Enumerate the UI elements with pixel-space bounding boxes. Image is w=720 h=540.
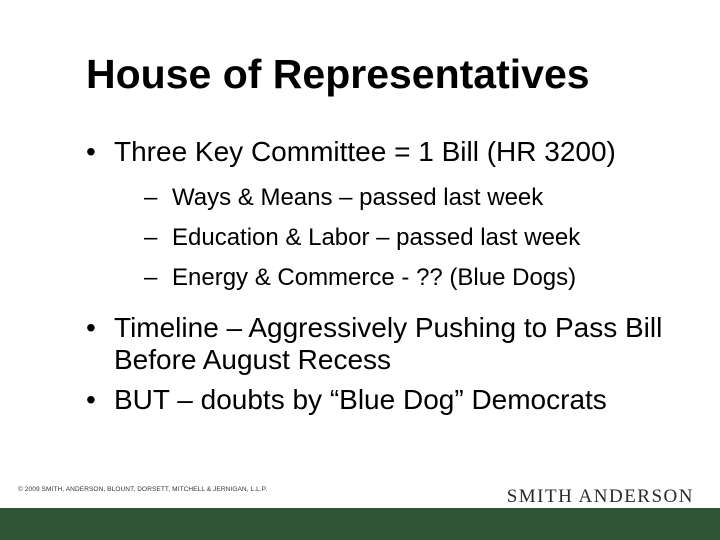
bullet-item	[86, 136, 674, 298]
sub-bullet-list	[114, 178, 674, 298]
firm-logo: SMITH ANDERSON	[506, 486, 694, 507]
bullet-list	[86, 136, 696, 416]
bullet-text: Timeline – Aggressively Pushing to Pass Bill Before August Recess	[114, 312, 663, 375]
bullet-dot: •	[86, 136, 96, 167]
sub-bullet-text: Ways & Means – passed last week	[172, 184, 544, 211]
footer-bar	[0, 508, 720, 540]
bullet-item	[86, 312, 674, 376]
sub-bullet-text: Energy & Commerce - ?? (Blue Dogs)	[172, 264, 577, 291]
bullet-item	[86, 384, 696, 416]
bullet-text: Three Key Committee = 1 Bill (HR 3200)	[114, 136, 616, 167]
sub-bullet-item	[114, 258, 674, 298]
slide-title: House of Representatives	[86, 51, 590, 97]
sub-bullet-item	[114, 218, 674, 258]
bullet-dot: •	[86, 312, 96, 343]
dash-marker: –	[144, 224, 158, 251]
sub-bullet-item	[114, 178, 674, 218]
dash-marker: –	[144, 264, 158, 291]
dash-marker: –	[144, 184, 158, 211]
bullet-dot: •	[86, 384, 96, 415]
copyright-notice: © 2009 SMITH, ANDERSON, BLOUNT, DORSETT, MITCHELL & JERNIGAN, L.L.P.	[18, 486, 268, 493]
bullet-text: BUT – doubts by “Blue Dog” Democrats	[114, 384, 607, 415]
sub-bullet-text: Education & Labor – passed last week	[172, 224, 581, 251]
